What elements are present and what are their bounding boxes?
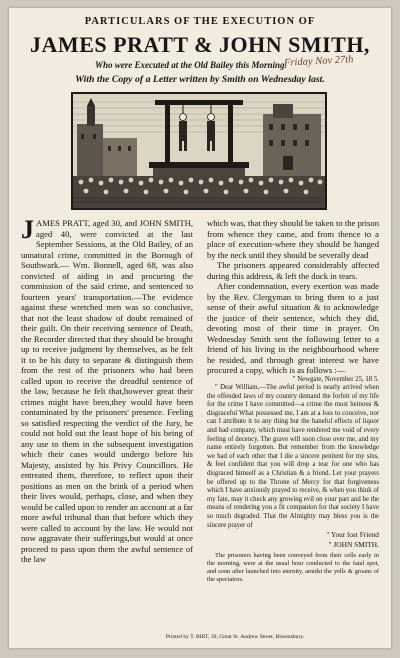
handwritten-date: Friday Nov 27th — [283, 54, 354, 69]
condemnation-paragraph: After condemnation, every exertion was made by the Rev. Clergyman to bring them to a just sense of their awful situation & to acknowledge the justice of their sentence, which they did, devoting most of their time in prayer. On Wednesday Smith sent the following letter to a friend of his living in the neighbourhood where he resided, and through great interest we have procured a copy, which is as follows :— — [207, 281, 379, 375]
page-title: JAMES PRATT & JOHN SMITH, — [30, 32, 370, 57]
header-line: PARTICULARS OF THE EXECUTION OF — [84, 16, 316, 27]
gallows-scene-icon — [73, 94, 325, 208]
sentence-paragraph: which was, that they should be taken to the prison from whence they came, and from thence to a place of execution-where they should be hanged by the neck until they should be severally dead — [207, 218, 379, 260]
right-column — [207, 218, 379, 584]
postscript: The prisoners having been conveyed from their cells early in the morning, were at the usual hour conducted to the fatal spot, and soon after launched into eternity, amidst the yells & groans of the spectators. — [207, 552, 379, 584]
left-column — [21, 215, 193, 565]
subtitle: Who were Executed at the Old Bailey this Morning. — [95, 60, 287, 70]
left-column-text: AMES PRATT, aged 30, and JOHN SMITH, aged 40, were convicted at the last September Sessions, at the Old Bailey, of an unnatural crime, committed in the Borough of Southwark.— Wm. Bonnell, aged 68, was also convicted of aiding in and procuring the commission of the said crime, and sentenced to fourteen years' transportation.—The evidence against these wretched men was so conclusive, that not the least shadow of doubt remained of their guilt. On their receiving sentence of Death, the Recorder directed that they should be brought up to receive judgment by themselves, as he felt it to be his duty to separate & distinguish them from the rest of the prisoners who had been called upon to receive the dreadful sentence of the law, because he felt that,however great their crimes might have been,they would have been contaminated by the prisoners' presence. Feeling so satisfied respecting the verdict of the Jury, he could not hold out the least hope of his being of any use to them in the subsequent investigation which their cases would undergo before his Majesty, assisted by his Privy Councillors. He entreated them, therefore, to reflect upon their positions as men on the brink of a period when their lives would, perhaps, close, and when they would be called upon to render an account at a far more awful tribunal than that before which they were called to account by the law. He would not now aggravate their sufferings,but would at once proceed to pass upon them the awful sentence of the law — [21, 218, 193, 564]
prisoners-paragraph: The prisoners appeared considerably affected during this address, & left the dock in tears. — [207, 260, 379, 281]
printer-imprint: Printed by T. BIRT, 39, Great St. Andrew Street, Bloomsbury. — [165, 634, 305, 640]
letter-dateline: " Newgate, November 25, 18 5. — [292, 375, 379, 383]
subtitle-letter: With the Copy of a Letter written by Smith on Wednesday last. — [75, 74, 325, 85]
smith-letter — [207, 376, 379, 585]
drop-capital: J — [21, 215, 34, 244]
broadside-sheet — [9, 8, 391, 648]
letter-signature: " JOHN SMITH. — [328, 539, 379, 549]
letter-closing: " Your lost Friend — [326, 530, 379, 540]
execution-woodcut-illustration — [71, 92, 327, 210]
letter-body: " Dear William,—The awful period is nearly arrived when the offended laws of my country demand the forfeit of my life for the crime I have committed—a crime the most heinous & disgraceful What possessed me, I am at a loss to conceive, nor can I attribute it to any thing but the baneful effects of liquor and bad company, which must have rendered me void of every feeling of decency. The grave will soon close over me, and my name entirely forgotten. But remember from the knowledge we had of each other that I die a sincere penitent for my sins, & feel confident that you will drop a tear for one who has disgraced himself as a Christian & a friend. Let your prayers be offered up to the Throne of Mercy for that forgiveness which I have anxiously prayed to receive, & when you think of my fate, may it check any growing evil on your part and be the means of rendering you a fit companion for that society I have so much degraded. That the Almighty may bless you is the sincere prayer of — [207, 384, 379, 529]
